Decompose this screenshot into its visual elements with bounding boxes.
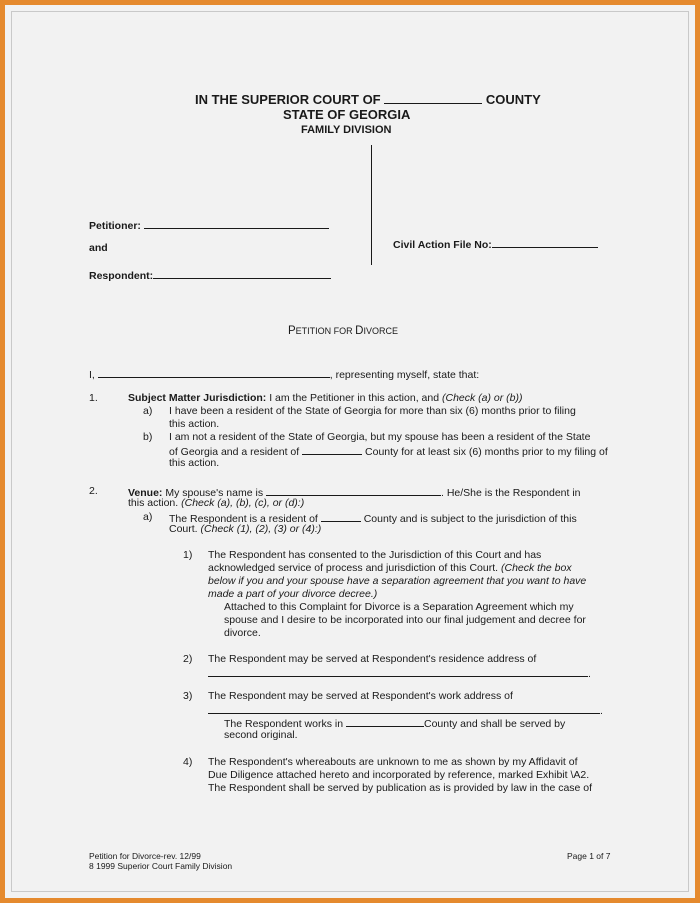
petitioner-line [89, 218, 329, 233]
section2-a-line2-pre: Court. [169, 523, 198, 535]
county-blank-1b [302, 444, 362, 455]
title-rest-p: ETITION FOR [295, 326, 356, 336]
work-county-blank [346, 716, 424, 727]
section1-b-line2 [169, 444, 608, 459]
item1-line4: made a part of your divorce decree.) [208, 588, 378, 600]
section2-text-pre: My spouse's name is [165, 487, 264, 499]
court-heading [195, 92, 541, 107]
section1-heading: Subject Matter Jurisdiction: [128, 392, 267, 404]
item1-line3: below if you and your spouse have a separation agreement that you want to have [208, 575, 587, 587]
intro-lead: I, [89, 369, 95, 381]
court-prefix: IN THE SUPERIOR COURT OF [195, 92, 381, 107]
item3-line2-pre: The Respondent works in [224, 718, 344, 730]
civil-action-line [393, 237, 598, 252]
item1-line2 [208, 562, 572, 575]
section1-text: I am the Petitioner in this action, and [269, 392, 440, 404]
intro-tail: , representing myself, state that: [329, 369, 480, 381]
item1-line7: divorce. [224, 627, 261, 639]
civil-action-label: Civil Action File No: [393, 239, 492, 251]
civil-action-blank [492, 237, 598, 248]
section1-check: (Check (a) or (b)) [441, 392, 523, 404]
item2-address-line: . [208, 666, 591, 681]
section2-text-post: . He/She is the Respondent in [441, 487, 581, 499]
footer-page-number: Page 1 of 7 [567, 851, 611, 861]
section2-a-line1-post: County and is subject to the jurisdiction of this [363, 513, 577, 525]
caption-divider [371, 145, 372, 265]
section2-heading: Venue: [128, 487, 163, 499]
section1-b-line3: this action. [169, 457, 220, 469]
intro-line [89, 367, 479, 382]
section2-a-label: a) [143, 511, 153, 523]
section1-a-line1: I have been a resident of the State of Georgia for more than six (6) months prior to filing [169, 405, 576, 417]
section1-b-line1: I am not a resident of the State of Georgia, but my spouse has been a resident of the State [169, 431, 591, 443]
section1-b-line2-pre: of Georgia and a resident of [169, 446, 300, 458]
item3-line2-post: County and shall be served by [424, 718, 566, 730]
name-blank [98, 367, 330, 378]
item1-line2-check: (Check the box [500, 562, 572, 574]
county-blank-2a [321, 511, 361, 522]
spouse-name-blank [266, 485, 441, 496]
court-suffix: COUNTY [485, 92, 541, 107]
item3-line1: The Respondent may be served at Respondent's work address of [208, 690, 513, 702]
section2-a-line2-check: (Check (1), (2), (3) or (4):) [200, 523, 322, 535]
and-label: and [89, 242, 108, 254]
division-heading: FAMILY DIVISION [301, 124, 392, 136]
respondent-line [89, 268, 331, 283]
section2-line2 [128, 497, 304, 510]
petitioner-label: Petitioner: [89, 220, 141, 232]
item3-number: 3) [183, 690, 193, 702]
section2-line2-check: (Check (a), (b), (c), or (d):) [181, 497, 305, 509]
section2-a-line2 [169, 523, 321, 536]
item4-line3: The Respondent shall be served by publication as is provided by law in the case of [208, 782, 593, 794]
respondent-blank [153, 268, 331, 279]
footer-copyright: 8 1999 Superior Court Family Division [89, 861, 233, 871]
item4-line1: The Respondent's whereabouts are unknown to me as shown by my Affidavit of [208, 756, 578, 768]
county-blank [384, 93, 482, 104]
item2-number: 2) [183, 653, 193, 665]
item2-line1: The Respondent may be served at Respondent's residence address of [208, 653, 537, 665]
section2-line2-pre: this action. [128, 497, 179, 509]
section1-number: 1. [89, 392, 98, 404]
state-heading: STATE OF GEORGIA [283, 107, 411, 122]
item4-line2: Due Diligence attached hereto and incorporated by reference, marked Exhibit \A2. [208, 769, 590, 781]
section1-a-line2: this action. [169, 418, 220, 430]
section1-line [128, 392, 523, 405]
item1-line1: The Respondent has consented to the Jurisdiction of this Court and has [208, 549, 542, 561]
item3-line3: second original. [224, 729, 298, 741]
title-rest-d: IVORCE [363, 326, 398, 336]
item1-line6: spouse and I desire to be incorporated into our final judgement and decree for [224, 614, 586, 626]
respondent-label: Respondent: [89, 270, 154, 282]
residence-address-blank [208, 666, 588, 677]
document-title [288, 321, 398, 339]
work-address-blank [208, 703, 600, 714]
title-cap-p: P [288, 325, 296, 337]
item1-number: 1) [183, 549, 193, 561]
section1-b-label: b) [143, 431, 153, 443]
title-cap-d: D [355, 325, 364, 337]
item1-line2-text: acknowledged service of process and jurisdiction of this Court. [208, 562, 499, 574]
section2-number: 2. [89, 485, 98, 497]
item3-address-line: . [208, 703, 603, 718]
footer-form-rev: Petition for Divorce-rev. 12/99 [89, 851, 201, 861]
section2-a-line1-pre: The Respondent is a resident of [169, 513, 318, 525]
section1-a-label: a) [143, 405, 153, 417]
item4-number: 4) [183, 756, 193, 768]
section1-b-line2-post: County for at least six (6) months prior to my filing of [365, 446, 608, 458]
petitioner-blank [144, 218, 329, 229]
item1-line5: Attached to this Complaint for Divorce is a Separation Agreement which my [224, 601, 574, 613]
